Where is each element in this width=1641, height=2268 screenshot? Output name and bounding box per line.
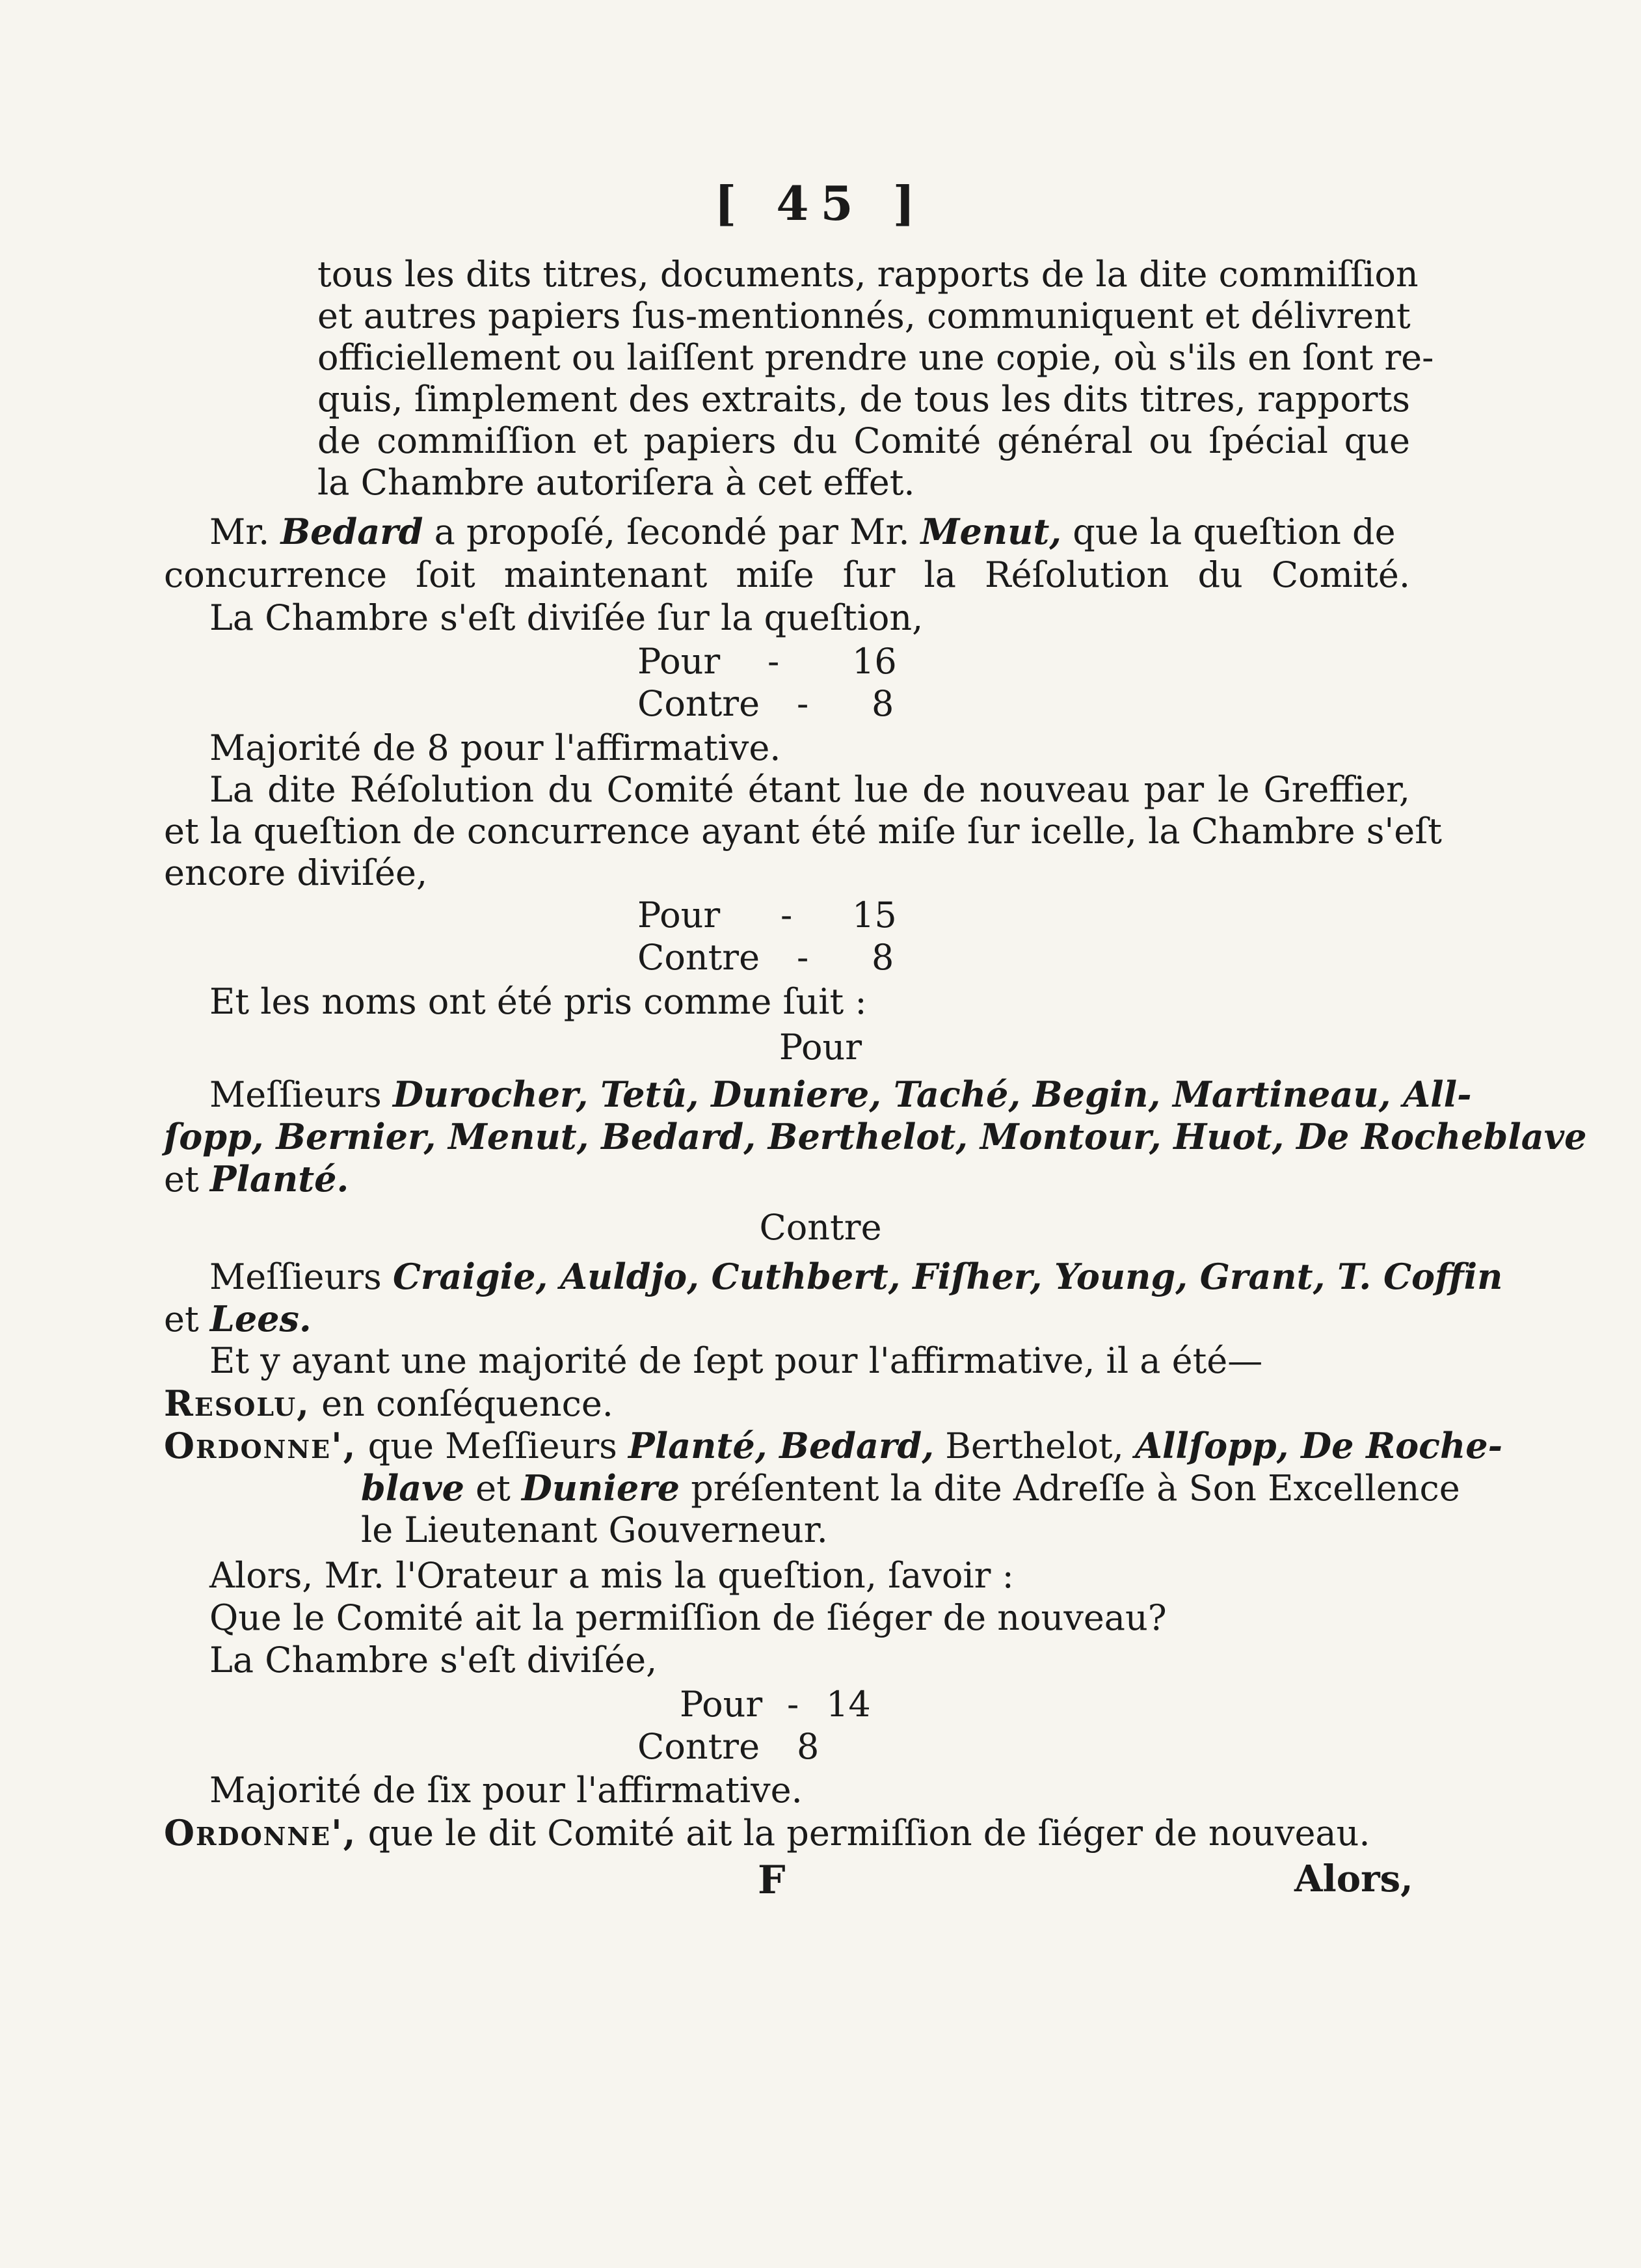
- pour-names-2: ſopp, Bernier, Menut, Bedard, Berthelot, Montour, Huot, De Rocheblave: [164, 1116, 1587, 1157]
- division1-result: Majorité de 8 pour l'affirmative.: [209, 727, 781, 768]
- division2-contre-label: Contre: [637, 937, 760, 978]
- pour-prefix: Meſſieurs: [209, 1074, 382, 1115]
- division2-pour-heading: Pour: [779, 1027, 862, 1068]
- division3-ordonne-text: que le dit Comité ait la permiſſion de ſiéger de nouveau.: [367, 1813, 1370, 1854]
- division1-intro: La Chambre s'eſt diviſée ſur la queſtion,: [209, 597, 924, 638]
- contre-names-2: Lees.: [209, 1298, 312, 1340]
- division2-names-intro: Et les noms ont été pris comme ſuit :: [209, 981, 867, 1022]
- division3-line-1: Alors, Mr. l'Orateur a mis la queſtion, ſavoir :: [209, 1555, 1014, 1596]
- motion-line-2: concurrence ſoit maintenant miſe ſur la Réſolution du Comité.: [164, 554, 1410, 595]
- division3-line-2: Que le Comité ait la permiſſion de ſiéger de nouveau?: [209, 1597, 1167, 1638]
- pour-names-3-prefix: et: [164, 1159, 199, 1200]
- division1-pour-count: 16: [852, 641, 897, 682]
- catchword: Alors,: [1294, 1857, 1413, 1900]
- text-line-5: de commiſſion et papiers du Comité général ou ſpécial que: [317, 420, 1410, 461]
- division2-contre-heading: Contre: [759, 1207, 882, 1248]
- text-line-4: quis, ſimplement des extraits, de tous les dits titres, rapports: [317, 379, 1410, 420]
- page-number: [ 45 ]: [714, 176, 927, 231]
- division1-pour-label: Pour: [637, 641, 721, 682]
- contre-names-line-1: [209, 1256, 1503, 1298]
- text-line-1: tous les dits titres, documents, rapports de la dite commiſſion: [317, 254, 1419, 295]
- motion-seconder: Menut,: [920, 511, 1062, 552]
- signature-mark: F: [758, 1857, 786, 1903]
- ordonne-names-c: Allſopp, De Roche-: [1134, 1425, 1503, 1466]
- ordonne-name-b: Berthelot,: [945, 1425, 1124, 1466]
- ordonne-line2-rest: préſentent la dite Adreſſe à Son Excellence: [691, 1468, 1460, 1509]
- motion-mid: a propoſé, ſecondé par Mr.: [434, 511, 910, 552]
- division3-ordonne-label: Ordonne',: [164, 1812, 357, 1854]
- text-line-6: la Chambre autoriſera à cet effet.: [317, 462, 915, 503]
- resolution-ordonne-line-2: [361, 1467, 1460, 1509]
- pour-names-line-3: [164, 1158, 349, 1200]
- division3-result: Majorité de ſix pour l'affirmative.: [209, 1770, 803, 1811]
- resolu-text: en conſéquence.: [321, 1383, 613, 1424]
- motion-line-1: [209, 511, 1410, 553]
- division1-contre-label: Contre: [637, 683, 760, 724]
- contre-names-2-prefix: et: [164, 1299, 199, 1340]
- resolution-resolu: [164, 1383, 613, 1425]
- division3-line-3: La Chambre s'eſt diviſée,: [209, 1640, 658, 1681]
- motion-prefix: Mr.: [209, 511, 270, 552]
- division2-pour-dash: -: [780, 895, 793, 936]
- division1-pour-dash: -: [767, 641, 780, 682]
- resolu-label: Resolu,: [164, 1383, 310, 1424]
- division1-contre-dash: -: [797, 683, 809, 724]
- text-line-2: et autres papiers ſus-mentionnés, communiquent et délivrent: [317, 295, 1411, 336]
- division3-ordonne: [164, 1812, 1370, 1854]
- division2-pour-count: 15: [852, 895, 897, 936]
- ordonne-label: Ordonne',: [164, 1425, 357, 1466]
- motion-rest: que la queſtion de: [1073, 511, 1396, 552]
- division2-contre-dash: -: [797, 937, 809, 978]
- contre-prefix: Meſſieurs: [209, 1256, 382, 1297]
- division2-line-2: et la queſtion de concurrence ayant été miſe ſur icelle, la Chambre s'eſt: [164, 811, 1442, 852]
- motion-mover: Bedard: [280, 511, 423, 552]
- ordonne-line2-name: blave: [361, 1467, 464, 1509]
- pour-names-3: Planté.: [209, 1158, 349, 1200]
- division3-pour-dash: -: [787, 1684, 799, 1725]
- division3-pour-count: 14: [826, 1684, 871, 1725]
- division2-pour-label: Pour: [637, 895, 721, 936]
- resolution-ordonne-line-1: [164, 1425, 1503, 1467]
- division1-contre-count: 8: [872, 683, 894, 724]
- resolution-line-1: Et y ayant une majorité de ſept pour l'affirmative, il a été—: [209, 1340, 1263, 1381]
- text-line-3: officiellement ou laiſſent prendre une copie, où s'ils en ſont re-: [317, 337, 1434, 378]
- division2-line-1: La dite Réſolution du Comité étant lue de nouveau par le Greffier,: [209, 769, 1410, 810]
- division2-line-3: encore diviſée,: [164, 852, 428, 893]
- division3-pour-label: Pour: [680, 1684, 763, 1725]
- contre-names-1: Craigie, Auldjo, Cuthbert, Fiſher, Young, Grant, T. Coffin: [392, 1256, 1503, 1297]
- ordonne-text-a: que Meſſieurs: [367, 1425, 617, 1466]
- resolution-ordonne-line-3: le Lieutenant Gouverneur.: [361, 1509, 828, 1550]
- contre-names-line-2: [164, 1298, 312, 1340]
- division3-contre-count: 8: [797, 1726, 820, 1767]
- ordonne-line2-mid: et: [475, 1468, 511, 1509]
- pour-names-line-1: [209, 1073, 1472, 1116]
- ordonne-line2-name2: Duniere: [522, 1467, 680, 1509]
- division2-contre-count: 8: [872, 937, 894, 978]
- division3-contre-label: Contre: [637, 1726, 760, 1767]
- pour-names-1: Durocher, Tetû, Duniere, Taché, Begin, Martineau, All-: [392, 1073, 1472, 1115]
- ordonne-names-a: Planté, Bedard,: [628, 1425, 935, 1466]
- pour-names-line-2: [164, 1116, 1587, 1158]
